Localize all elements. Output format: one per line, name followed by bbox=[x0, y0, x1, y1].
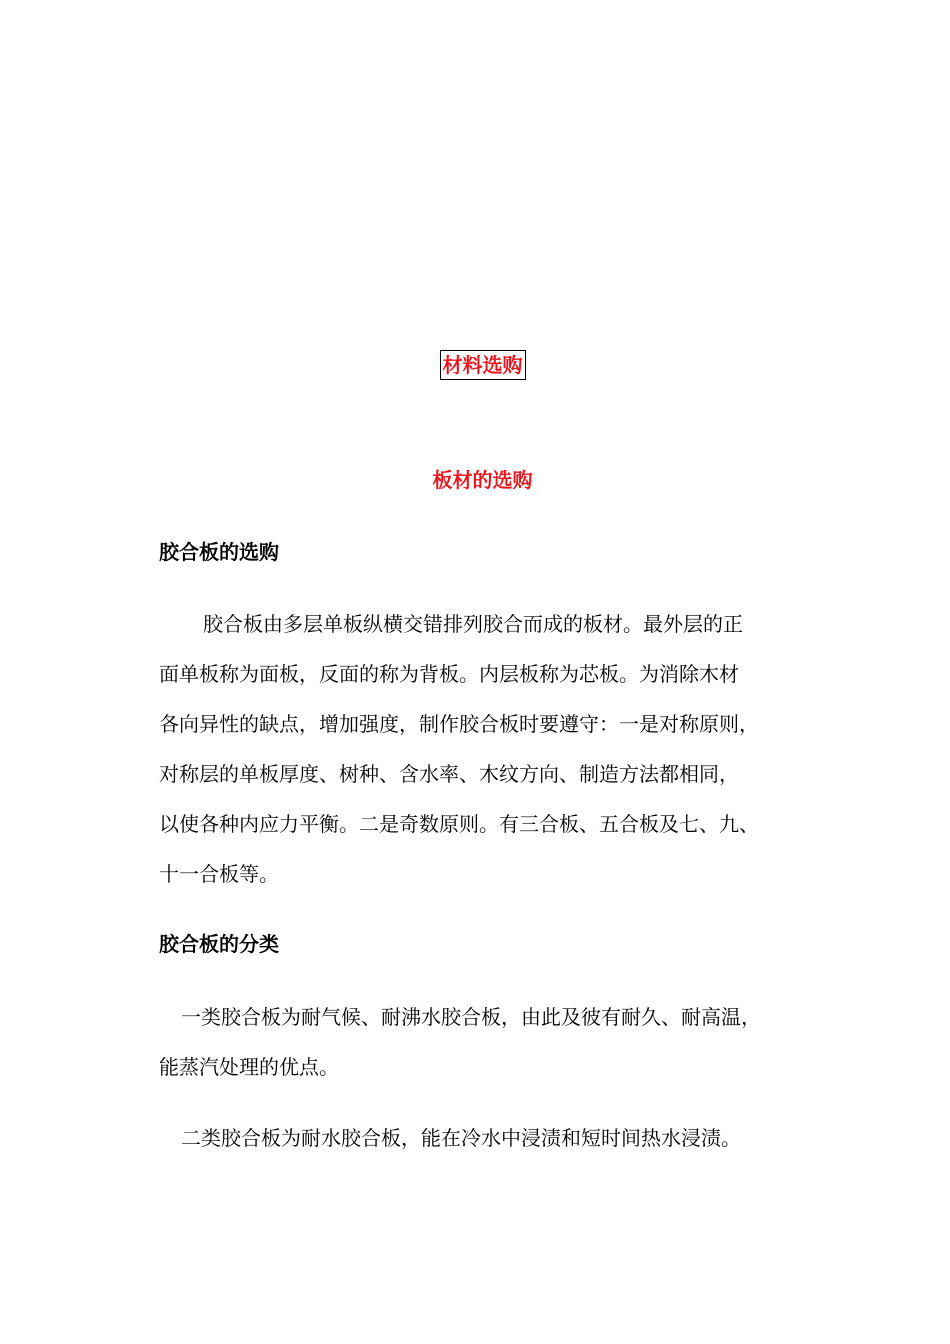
document-title bbox=[0, 350, 950, 380]
paragraph-line: 面单板称为面板，反面的称为背板。内层板称为芯板。为消除木材 bbox=[159, 662, 739, 686]
paragraph-line: 能蒸汽处理的优点。 bbox=[159, 1055, 339, 1079]
paragraph-class-two bbox=[159, 1113, 831, 1163]
heading-plywood-classification: 胶合板的分类 bbox=[159, 932, 279, 956]
paragraph-line: 对称层的单板厚度、树种、含水率、木纹方向、制造方法都相同， bbox=[159, 762, 739, 786]
paragraph-class-one bbox=[159, 992, 831, 1092]
paragraph-line: 一类胶合板为耐气候、耐沸水胶合板，由此及彼有耐久、耐高温， bbox=[181, 1005, 761, 1029]
paragraph-line: 十一合板等。 bbox=[159, 862, 279, 886]
paragraph-plywood-description bbox=[159, 599, 831, 899]
section-title: 板材的选购 bbox=[432, 468, 533, 492]
document-title-text: 材料选购 bbox=[440, 350, 526, 380]
heading-plywood-selection: 胶合板的选购 bbox=[159, 540, 279, 564]
paragraph-line: 以使各种内应力平衡。二是奇数原则。有三合板、五合板及七、九、 bbox=[159, 812, 759, 836]
paragraph-line: 胶合板由多层单板纵横交错排列胶合而成的板材。最外层的正 bbox=[203, 612, 743, 636]
paragraph-line: 二类胶合板为耐水胶合板，能在冷水中浸渍和短时间热水浸渍。 bbox=[181, 1126, 741, 1150]
paragraph-line: 各向异性的缺点，增加强度，制作胶合板时要遵守：一是对称原则， bbox=[159, 712, 759, 736]
